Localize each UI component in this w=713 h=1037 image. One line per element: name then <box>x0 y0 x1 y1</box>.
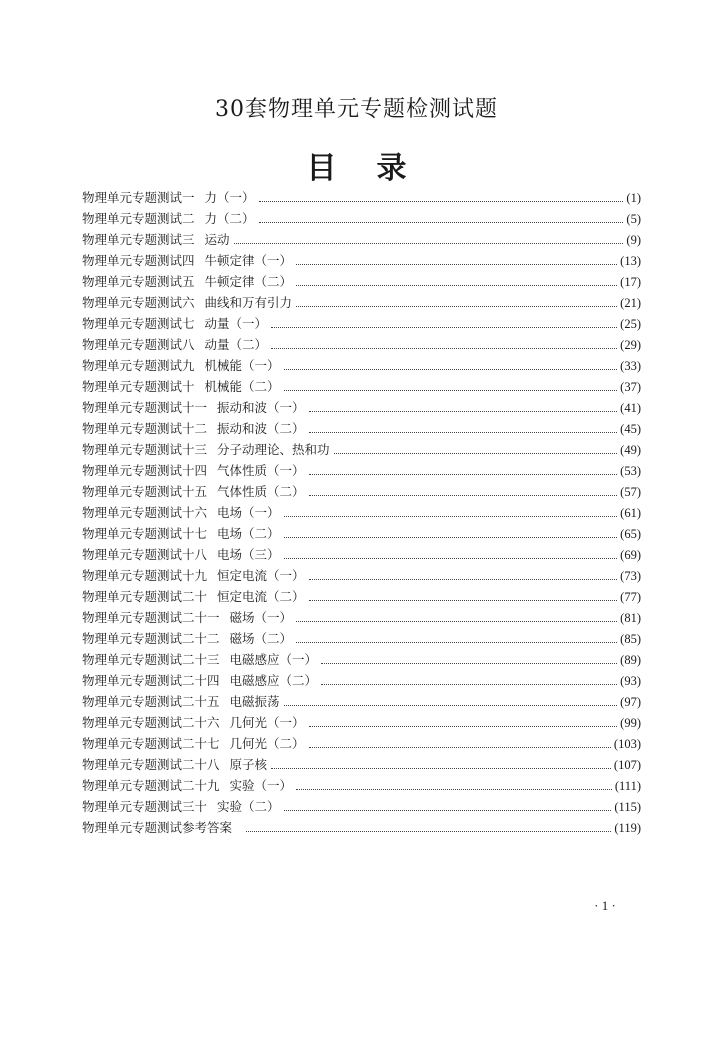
toc-entry-topic: 电磁振荡 <box>229 694 280 709</box>
toc-entry-topic: 曲线和万有引力 <box>204 295 293 310</box>
toc-dot-leader <box>309 474 618 475</box>
toc-entry-page: (13) <box>620 254 641 268</box>
toc-dot-leader <box>284 390 618 391</box>
toc-dot-leader <box>309 747 611 748</box>
toc-entry[interactable] <box>82 227 641 248</box>
toc-entry-page: (69) <box>620 548 641 562</box>
toc-entry[interactable] <box>82 206 641 227</box>
toc-entry-code: 物理单元专题测试二十二 <box>82 631 220 646</box>
toc-entry-page: (61) <box>620 506 641 520</box>
toc-entry[interactable] <box>82 374 641 395</box>
toc-entry-topic: 磁场（一） <box>229 610 293 625</box>
toc-entry-page: (33) <box>620 359 641 373</box>
toc-entry-code: 物理单元专题测试二 <box>82 211 195 226</box>
toc-dot-leader <box>296 306 617 307</box>
toc-entry-topic: 电磁感应（一） <box>229 652 318 667</box>
toc-dot-leader <box>296 642 617 643</box>
toc-entry-topic: 电磁感应（二） <box>229 673 318 688</box>
toc-dot-leader <box>321 684 617 685</box>
page-number: · 1 · <box>594 898 616 913</box>
toc-entry-topic: 恒定电流（二） <box>217 589 305 604</box>
toc-dot-leader <box>309 726 618 727</box>
toc-entry-code: 物理单元专题测试三 <box>82 232 195 247</box>
toc-dot-leader <box>296 789 612 790</box>
toc-entry[interactable] <box>82 542 641 563</box>
toc-entry-topic: 电场（一） <box>217 505 280 520</box>
toc-entry-code: 物理单元专题测试六 <box>82 295 195 310</box>
toc-entry-page: (111) <box>614 779 641 793</box>
toc-entry[interactable] <box>82 479 641 500</box>
toc-entry[interactable] <box>82 395 641 416</box>
toc-entry[interactable] <box>82 794 641 815</box>
toc-entry-page: (115) <box>614 800 641 814</box>
toc-entry-code: 物理单元专题测试二十五 <box>82 694 220 709</box>
toc-entry-page: (89) <box>620 653 641 667</box>
toc-entry-code: 物理单元专题测试十八 <box>82 547 208 562</box>
toc-entry-topic: 实验（一） <box>229 778 293 793</box>
toc-dot-leader <box>284 705 618 706</box>
toc-entry-code: 物理单元专题测试十三 <box>82 442 208 457</box>
toc-entry-page: (53) <box>620 464 641 478</box>
toc-entry[interactable] <box>82 332 641 353</box>
toc-dot-leader <box>284 537 618 538</box>
toc-entry-topic: 原子核 <box>229 757 268 772</box>
toc-entry[interactable] <box>82 773 641 794</box>
toc-entry-page: (57) <box>620 485 641 499</box>
toc-dot-leader <box>259 201 624 202</box>
toc-entry[interactable] <box>82 689 641 710</box>
toc-entry-code: 物理单元专题测试十五 <box>82 484 208 499</box>
toc-entry-topic: 牛顿定律（二） <box>204 274 293 289</box>
toc-entry[interactable] <box>82 458 641 479</box>
toc-entry-page: (1) <box>626 191 641 205</box>
toc-entry[interactable] <box>82 353 641 374</box>
toc-dot-leader <box>271 768 611 769</box>
toc-entry-page: (103) <box>613 737 641 751</box>
toc-entry-code: 物理单元专题测试二十七 <box>82 736 220 751</box>
toc-entry-code: 物理单元专题测试九 <box>82 358 195 373</box>
toc-entry-code: 物理单元专题测试二十四 <box>82 673 220 688</box>
toc-entry-page: (45) <box>620 422 641 436</box>
page-title: 30套物理单元专题检测试题 <box>215 97 498 122</box>
toc-entry-page: (21) <box>620 296 641 310</box>
table-of-contents <box>82 185 641 836</box>
toc-entry[interactable] <box>82 416 641 437</box>
toc-dot-leader <box>296 264 617 265</box>
toc-entry-code: 物理单元专题测试十九 <box>82 568 208 583</box>
toc-entry[interactable] <box>82 647 641 668</box>
toc-entry-topic: 几何光（一） <box>229 715 305 730</box>
toc-entry-page: (93) <box>620 674 641 688</box>
toc-entry[interactable] <box>82 626 641 647</box>
toc-dot-leader <box>334 453 618 454</box>
toc-entry-page: (9) <box>626 233 641 247</box>
toc-entry[interactable] <box>82 710 641 731</box>
toc-entry-topic: 牛顿定律（一） <box>204 253 293 268</box>
toc-entry-code: 物理单元专题测试二十 <box>82 589 208 604</box>
toc-entry-code: 物理单元专题测试七 <box>82 316 195 331</box>
toc-dot-leader <box>284 516 618 517</box>
toc-entry-page: (29) <box>620 338 641 352</box>
toc-entry-page: (81) <box>620 611 641 625</box>
toc-dot-leader <box>271 327 617 328</box>
toc-dot-leader <box>284 369 618 370</box>
toc-entry[interactable] <box>82 290 641 311</box>
toc-entry-topic: 电场（三） <box>217 547 280 562</box>
toc-entry-code: 物理单元专题测试二十六 <box>82 715 220 730</box>
toc-entry-page: (85) <box>620 632 641 646</box>
toc-entry-code: 物理单元专题测试二十九 <box>82 778 220 793</box>
toc-entry[interactable] <box>82 185 641 206</box>
toc-entry-code: 物理单元专题测试一 <box>82 190 195 205</box>
toc-dot-leader <box>284 558 618 559</box>
toc-entry-topic: 运动 <box>204 232 230 247</box>
toc-entry[interactable] <box>82 269 641 290</box>
toc-entry-page: (99) <box>620 716 641 730</box>
toc-entry-page: (65) <box>620 527 641 541</box>
toc-dot-leader <box>309 579 618 580</box>
toc-entry-topic: 动量（二） <box>204 337 268 352</box>
toc-entry-topic: 实验（二） <box>217 799 280 814</box>
toc-entry-code: 物理单元专题测试十二 <box>82 421 208 436</box>
toc-dot-leader <box>284 810 612 811</box>
toc-entry-topic: 恒定电流（一） <box>217 568 305 583</box>
toc-entry-page: (41) <box>620 401 641 415</box>
toc-entry-topic: 分子动理论、热和功 <box>217 442 330 457</box>
toc-entry[interactable] <box>82 563 641 584</box>
toc-entry-topic: 几何光（二） <box>229 736 305 751</box>
toc-dot-leader <box>246 831 611 832</box>
toc-entry[interactable] <box>82 584 641 605</box>
toc-entry[interactable] <box>82 752 641 773</box>
toc-heading: 目录 <box>306 151 447 186</box>
toc-entry-code: 物理单元专题测试三十 <box>82 799 208 814</box>
toc-entry-topic: 电场（二） <box>217 526 280 541</box>
toc-entry-code: 物理单元专题测试十六 <box>82 505 208 520</box>
toc-dot-leader <box>296 285 617 286</box>
toc-entry-code: 物理单元专题测试四 <box>82 253 195 268</box>
toc-entry-code: 物理单元专题测试八 <box>82 337 195 352</box>
toc-entry-topic: 动量（一） <box>204 316 268 331</box>
toc-entry-topic: 力（二） <box>204 211 255 226</box>
toc-entry-code: 物理单元专题测试十七 <box>82 526 208 541</box>
toc-entry-page: (97) <box>620 695 641 709</box>
toc-dot-leader <box>321 663 617 664</box>
toc-entry[interactable] <box>82 500 641 521</box>
toc-entry-code: 物理单元专题测试二十一 <box>82 610 220 625</box>
toc-entry[interactable] <box>82 815 641 836</box>
toc-entry-code: 物理单元专题测试二十三 <box>82 652 220 667</box>
toc-dot-leader <box>271 348 617 349</box>
toc-dot-leader <box>296 621 617 622</box>
toc-entry-topic: 力（一） <box>204 190 255 205</box>
toc-entry-code: 物理单元专题测试十四 <box>82 463 208 478</box>
toc-entry-page: (77) <box>620 590 641 604</box>
toc-entry[interactable] <box>82 311 641 332</box>
toc-entry[interactable] <box>82 248 641 269</box>
toc-entry-topic: 气体性质（一） <box>217 463 305 478</box>
toc-entry-code: 物理单元专题测试十 <box>82 379 195 394</box>
toc-dot-leader <box>309 432 618 433</box>
toc-entry-page: (73) <box>620 569 641 583</box>
toc-dot-leader <box>309 600 618 601</box>
toc-entry-page: (119) <box>614 821 641 835</box>
toc-entry-page: (49) <box>620 443 641 457</box>
toc-entry[interactable] <box>82 521 641 542</box>
toc-entry-topic: 磁场（二） <box>229 631 293 646</box>
toc-entry[interactable] <box>82 437 641 458</box>
toc-entry-topic: 机械能（二） <box>204 379 280 394</box>
toc-entry-topic: 振动和波（二） <box>217 421 305 436</box>
toc-entry-code: 物理单元专题测试二十八 <box>82 757 220 772</box>
toc-entry-topic: 机械能（一） <box>204 358 280 373</box>
toc-dot-leader <box>234 243 624 244</box>
toc-entry[interactable] <box>82 668 641 689</box>
toc-dot-leader <box>259 222 624 223</box>
toc-entry-page: (107) <box>613 758 641 772</box>
toc-entry-page: (5) <box>626 212 641 226</box>
toc-entry-topic: 振动和波（一） <box>217 400 305 415</box>
toc-entry-page: (37) <box>620 380 641 394</box>
toc-dot-leader <box>309 411 618 412</box>
toc-entry[interactable] <box>82 605 641 626</box>
toc-entry[interactable] <box>82 731 641 752</box>
toc-entry-page: (17) <box>620 275 641 289</box>
toc-dot-leader <box>309 495 618 496</box>
toc-entry-code: 物理单元专题测试五 <box>82 274 195 289</box>
toc-entry-code: 物理单元专题测试十一 <box>82 400 208 415</box>
toc-entry-topic: 气体性质（二） <box>217 484 305 499</box>
toc-entry-page: (25) <box>620 317 641 331</box>
toc-entry-code: 物理单元专题测试参考答案 <box>82 820 233 835</box>
